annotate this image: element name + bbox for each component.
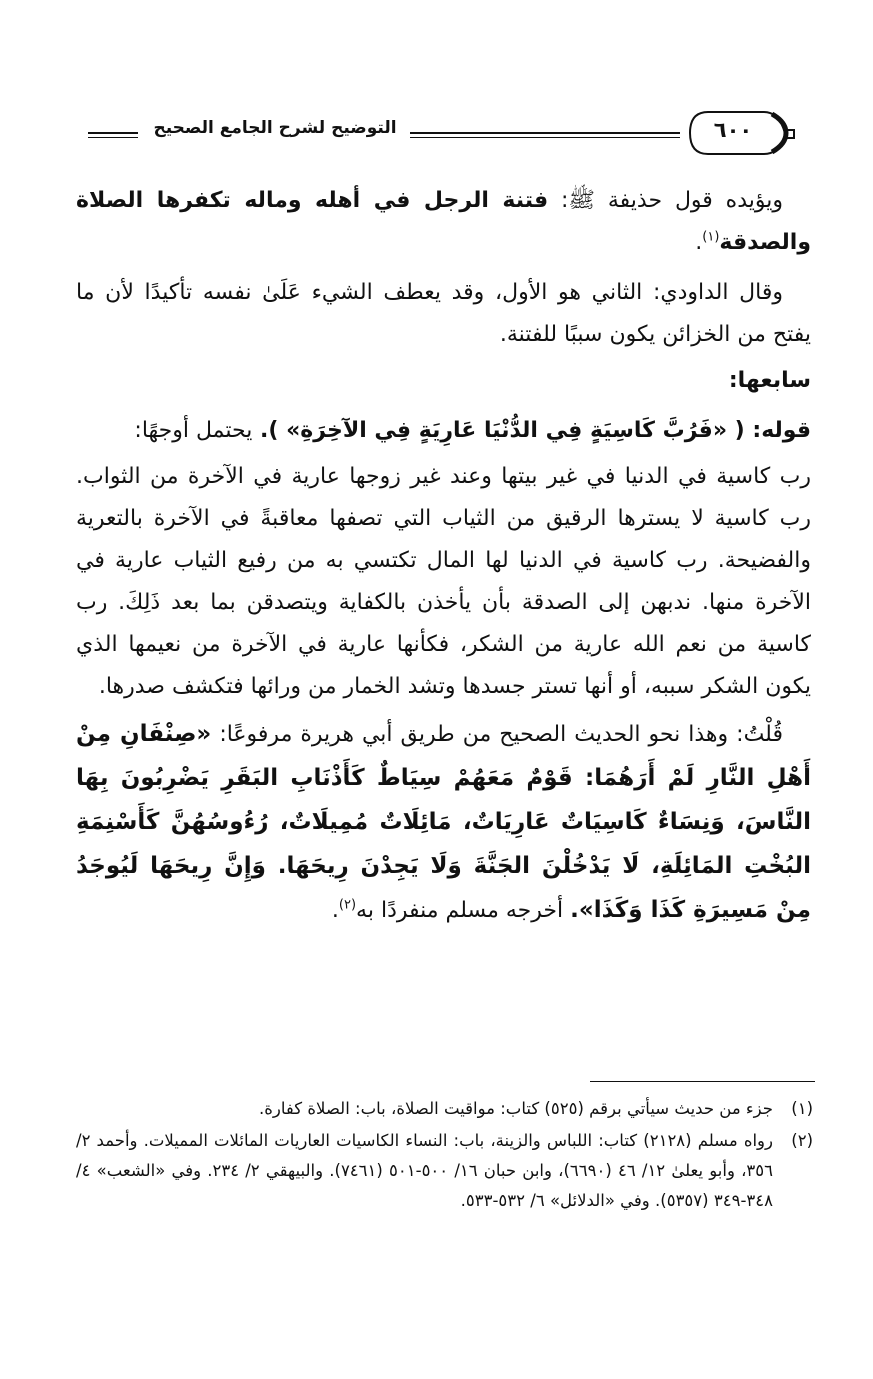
paragraph-6: [76, 712, 811, 932]
header-rule-left: [88, 132, 138, 138]
footnote-separator: [590, 1081, 815, 1082]
footnote-number: (١): [791, 1099, 813, 1118]
footnote-ref-1[interactable]: (١): [702, 229, 720, 245]
footnote-number: (٢): [791, 1131, 813, 1150]
paragraph-2: وقال الداودي: الثاني هو الأول، وقد يعطف الشيء عَلَىٰ نفسه تأكيدًا لأن ما يفتح من الخزائن يكون سببًا للفتنة.: [76, 280, 811, 347]
footnote-text: جزء من حديث سيأتي برقم (٥٢٥) كتاب: مواقيت الصلاة، باب: الصلاة كفارة.: [259, 1099, 773, 1118]
p1-end: .: [695, 230, 703, 255]
footnotes: [76, 1094, 813, 1218]
paragraph-1: [76, 180, 811, 264]
footnote-1: [76, 1094, 813, 1124]
paragraph-4: [76, 410, 811, 452]
p6-end: أخرجه مسلم منفردًا به: [356, 898, 571, 923]
header-title: التوضيح لشرح الجامع الصحيح: [153, 118, 397, 138]
p4-quote: قوله: ( «فَرُبَّ كَاسِيَةٍ فِي الدُّنْيَا عَارِيَةٍ فِي الآخِرَةِ» ).: [252, 418, 811, 443]
hadith-text: «صِنْفَانِ مِنْ أَهْلِ النَّارِ لَمْ أَرَهُمَا: قَوْمٌ مَعَهُمْ سِيَاطٌ كَأَذْنَابِ البَقَرِ يَضْرِبُونَ بِهَا النَّاسَ، وَنِسَاءٌ كَاسِيَاتٌ عَارِيَاتٌ، مَائِلَاتٌ مُمِيلَاتٌ، رُءُوسُهُنَّ كَأَسْنِمَةِ البُخْتِ المَائِلَةِ، لَا يَدْخُلْنَ الجَنَّةَ وَلَا يَجِدْنَ رِيحَهَا. وَإِنَّ رِيحَهَا لَيُوجَدُ مِنْ مَسِيرَةِ كَذَا وَكَذَا».: [76, 721, 811, 923]
footnote-ref-2[interactable]: (٢): [338, 897, 357, 913]
main-text: [76, 180, 811, 936]
p4-end: يحتمل أوجهًا:: [134, 418, 253, 443]
footnote-2: [76, 1126, 813, 1216]
header-rule-middle: [410, 132, 680, 138]
section-heading: سابعها:: [728, 368, 811, 393]
p6-intro: قُلْتُ: وهذا نحو الحديث الصحيح من طريق أبي هريرة مرفوعًا:: [219, 722, 783, 747]
footnote-text: رواه مسلم (٢١٢٨) كتاب: اللباس والزينة، باب: النساء الكاسيات العاريات المائلات المميلات. وأحمد ٢/ ٣٥٦، وأبو يعلىٰ ١٢/ ٤٦ (٦٦٩٠)، وابن حبان ١٦/ ٥٠٠-٥٠١ (٧٤٦١). والبيهقي ٢/ ٢٣٤. وفي «الشعب» ٤/ ٣٤٨-٣٤٩ (٥٣٥٧). وفي «الدلائل» ٦/ ٥٣٢-٥٣٣.: [76, 1131, 774, 1210]
p1-text: ويؤيده قول حذيفة ﷺ:: [548, 188, 783, 213]
page-number: ٦٠٠: [713, 118, 753, 142]
paragraph-5: رب كاسية في الدنيا في غير بيتها وعند غير زوجها عارية في الآخرة من الثواب. رب كاسية لا يسترها الرقيق من الثياب التي تصفها معاقبةً في الآخرة بالتعرية والفضيحة. رب كاسية في الدنيا لها المال تكتسي به من رفيع الثياب عارية في الآخرة منها. ندبهن إلى الصدقة بأن يأخذن بالكفاية ويتصدقن بما بعد ذَلِكَ. رب كاسية من نعم الله عارية من الشكر، فكأنها عارية في الآخرة من نعيمها الذي يكون الشكر سببه، أو أنها تستر جسدها وتشد الخمار من ورائها فتكشف صدرها.: [76, 464, 811, 699]
page-number-ornament: [686, 108, 796, 158]
running-header: [80, 108, 793, 164]
p1-quote: فتنة الرجل في أهله وماله تكفرها الصلاة والصدقة: [76, 188, 811, 255]
p6-dot: .: [331, 898, 339, 923]
